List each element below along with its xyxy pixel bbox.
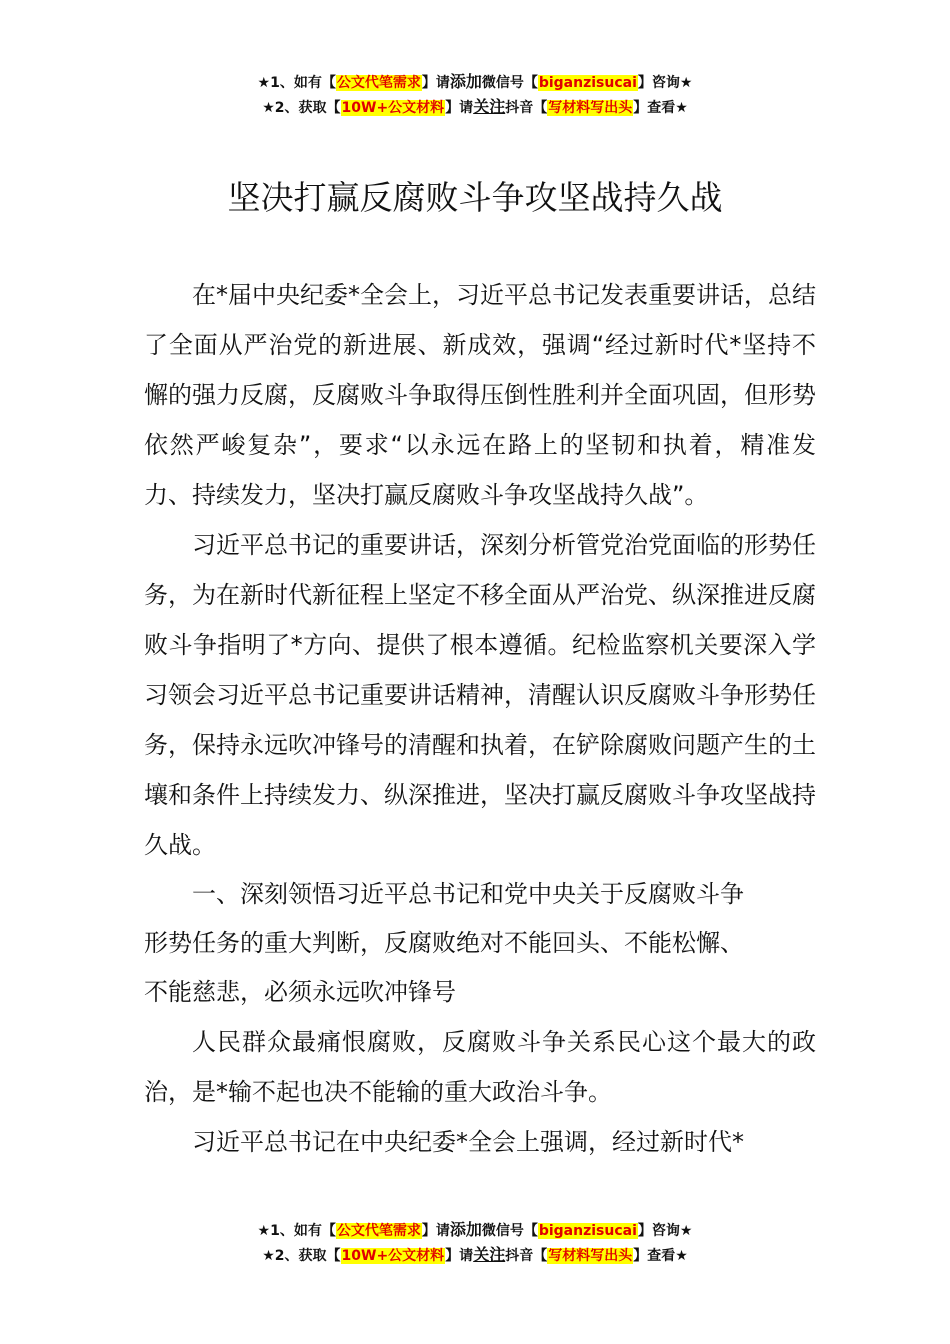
promo-highlight: 写材料写出头 bbox=[548, 100, 633, 116]
promo-text: 】咨询★ bbox=[637, 75, 693, 91]
promo-highlight: 10W+公文材料 bbox=[341, 1248, 445, 1264]
promo-line-2 bbox=[0, 95, 950, 120]
promo-highlight: 写材料写出头 bbox=[548, 1248, 633, 1264]
promo-text: ★1、如有【 bbox=[257, 75, 336, 91]
body-paragraph: 人民群众最痛恨腐败，反腐败斗争关系民心这个最大的政治，是*输不起也决不能输的重大政治斗争。 bbox=[144, 1028, 816, 1106]
section-heading-line: 一、深刻领悟习近平总书记和党中央关于反腐败斗争 bbox=[192, 880, 744, 908]
promo-wechat-id: biganzisucai bbox=[538, 75, 637, 91]
promo-highlight: 10W+公文材料 bbox=[341, 100, 445, 116]
promo-text: ★1、如有【 bbox=[257, 1223, 336, 1239]
promo-text: 抖音【 bbox=[505, 100, 548, 116]
promo-highlight: 公文代笔需求 bbox=[336, 1223, 421, 1239]
promo-wechat-id: biganzisucai bbox=[538, 1223, 637, 1239]
promo-text: 微信号【 bbox=[481, 1223, 538, 1239]
promo-line-2 bbox=[0, 1243, 950, 1268]
promo-text: ★2、获取【 bbox=[262, 1248, 341, 1264]
promo-highlight: 公文代笔需求 bbox=[336, 75, 421, 91]
promo-text: 添加 bbox=[449, 72, 482, 91]
promo-text: 】请 bbox=[421, 75, 450, 91]
promo-text: 】请 bbox=[445, 100, 474, 116]
section-heading-line: 形势任务的重大判断，反腐败绝对不能回头、不能松懈、 bbox=[144, 929, 744, 957]
document-title: 坚决打赢反腐败斗争攻坚战持久战 bbox=[227, 178, 723, 217]
promo-text: 微信号【 bbox=[481, 75, 538, 91]
promo-line-1 bbox=[0, 70, 950, 95]
promo-text: 添加 bbox=[449, 1220, 482, 1239]
section-heading-line: 不能慈悲，必须永远吹冲锋号 bbox=[144, 978, 456, 1006]
promo-text: 】查看★ bbox=[633, 100, 688, 116]
section-heading bbox=[144, 870, 816, 1017]
promo-text: 】查看★ bbox=[633, 1248, 688, 1264]
promo-text: 关注 bbox=[473, 1245, 506, 1264]
promo-banner-bottom bbox=[0, 1218, 950, 1268]
promo-banner-top bbox=[0, 70, 950, 120]
promo-text: 抖音【 bbox=[505, 1248, 548, 1264]
promo-line-1 bbox=[0, 1218, 950, 1243]
promo-text: 关注 bbox=[473, 97, 506, 116]
promo-text: 】咨询★ bbox=[637, 1223, 693, 1239]
body-paragraph: 习近平总书记的重要讲话，深刻分析管党治党面临的形势任务，为在新时代新征程上坚定不移全面从严治党、纵深推进反腐败斗争指明了*方向、提供了根本遵循。纪检监察机关要深入学习领会习近平总书记重要讲话精神，清醒认识反腐败斗争形势任务，保持永远吹冲锋号的清醒和执着，在铲除腐败问题产生的土壤和条件上持续发力、纵深推进，坚决打赢反腐败斗争攻坚战持久战。 bbox=[144, 531, 816, 859]
promo-text: ★2、获取【 bbox=[262, 100, 341, 116]
body-paragraph: 在*届中央纪委*全会上，习近平总书记发表重要讲话，总结了全面从严治党的新进展、新成效，强调“经过新时代*坚持不懈的强力反腐，反腐败斗争取得压倒性胜利并全面巩固，但形势依然严峻复杂”，要求“以永远在路上的坚韧和执着，精准发力、持续发力，坚决打赢反腐败斗争攻坚战持久战”。 bbox=[144, 281, 816, 509]
document-body bbox=[144, 270, 816, 1167]
body-paragraph: 习近平总书记在中央纪委*全会上强调，经过新时代* bbox=[192, 1128, 744, 1156]
promo-text: 】请 bbox=[421, 1223, 450, 1239]
promo-text: 】请 bbox=[445, 1248, 474, 1264]
